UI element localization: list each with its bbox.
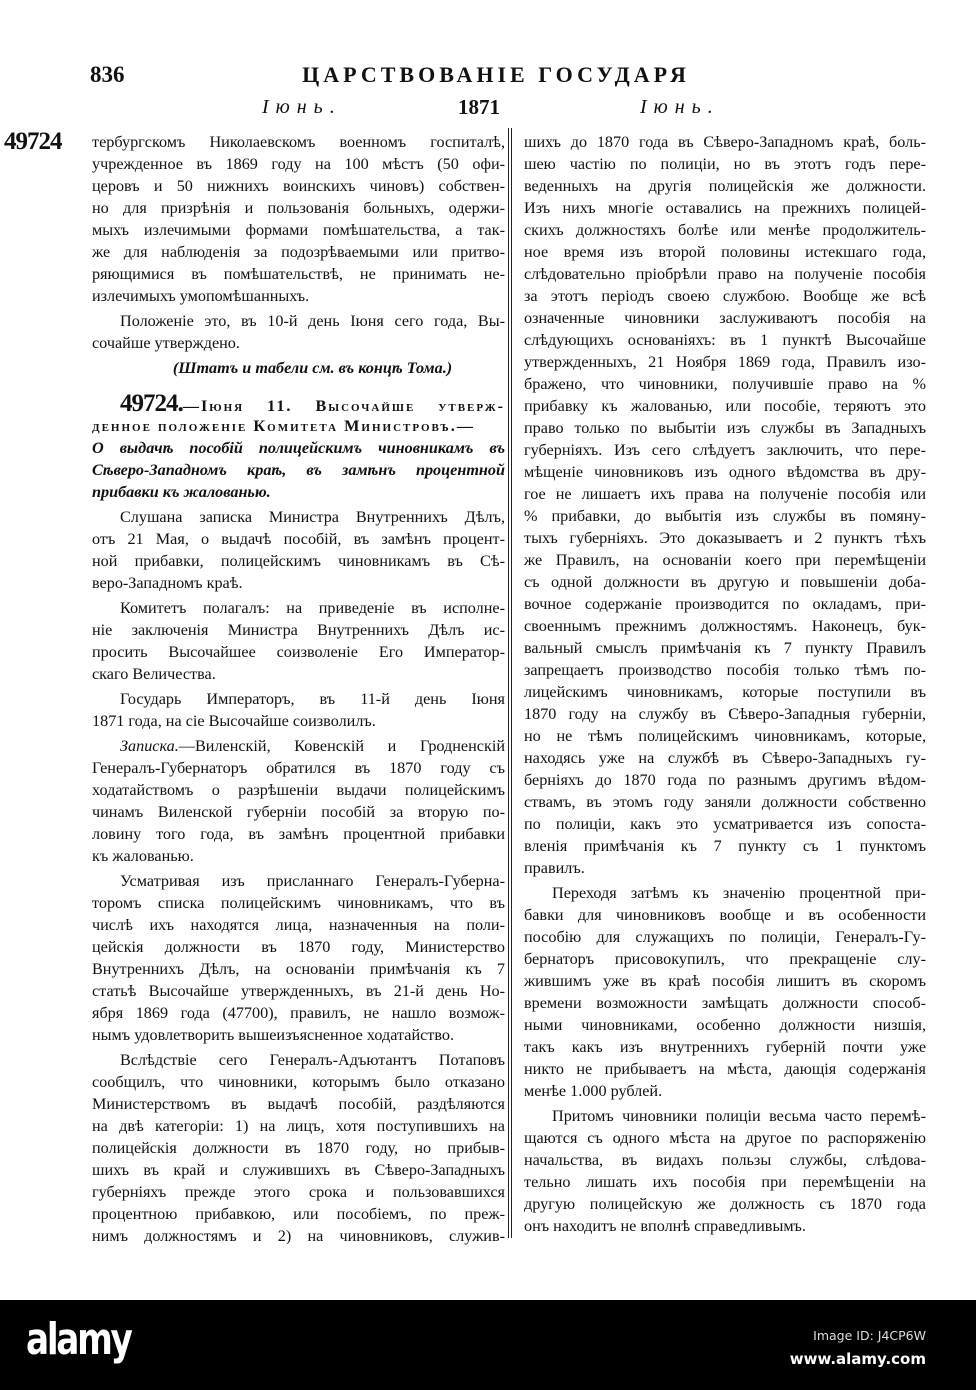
zapiska-paragraph: [92, 735, 505, 757]
text-line: ряющимися въ помѣшательствѣ, не принимать не-: [92, 265, 505, 283]
text-line: времени возможности замѣщать должности способ-: [524, 994, 926, 1012]
text-line: Переходя затѣмъ къ значенію процентной при-: [552, 884, 926, 902]
margin-article-number: 49724: [4, 128, 62, 155]
text-line: ными чиновниками, особенно должности низшія,: [524, 1016, 926, 1034]
text-line: тыхъ губерніяхъ. Это доказываетъ и 2 пунктъ тѣхъ: [524, 529, 926, 547]
text-line: прибавку къ жалованью, или пособіе, теряютъ это: [524, 397, 926, 415]
text-line: право только по выбытіи изъ службы въ Западныхъ: [524, 419, 926, 437]
text-line: ября 1869 года (47700), правилъ, не нашло возмож-: [92, 1004, 505, 1022]
text-line: шею частію по полиціи, но въ этотъ годъ пере-: [524, 155, 926, 173]
left-column: [92, 131, 505, 1250]
image-id: Image ID: J4CP6W: [813, 1328, 926, 1343]
text-line: прибавки къ жалованью.: [92, 483, 271, 501]
text-line: вочное содержаніе производится по окладамъ, при-: [524, 595, 926, 613]
text-line: излечимыхъ умопомѣшанныхъ.: [92, 287, 310, 305]
text-line: О выдачѣ пособій полицейскимъ чиновникамъ въ: [92, 439, 505, 457]
text-line: жившимъ уже въ краѣ пособія лишитъ въ скоромъ: [524, 972, 926, 990]
heading-title: [92, 415, 505, 437]
text-line: сочайше утверждено.: [92, 334, 240, 352]
text-line: церовъ и 50 нижнихъ воинскихъ чиновъ) собствен-: [92, 177, 505, 195]
running-title: ЦАРСТВОВАНІЕ ГОСУДАРЯ: [302, 62, 690, 87]
text-line: Вслѣдствіе сего Генералъ-Адъютантъ Потаповъ: [120, 1051, 505, 1069]
paragraph: [92, 688, 505, 732]
month-left: Іюнь.: [262, 96, 342, 118]
text-line: тельно лишать ихъ пособія при перемѣщеніи на: [524, 1173, 926, 1191]
text-line: Слушана записка Министра Внутреннихъ Дѣлъ,: [120, 508, 505, 526]
text-line: онъ находитъ не вполнѣ справедливымъ.: [524, 1217, 806, 1235]
text-line: никто не прибываетъ на мѣста, дающія содержанія: [524, 1060, 926, 1078]
text-line: нымъ удовлетворить вышеизъясненное ходатайство.: [92, 1026, 455, 1044]
text-line: такъ какъ изъ внутреннихъ губерній почти уже: [524, 1038, 926, 1056]
paragraph: [92, 506, 505, 594]
text-line: Комитетъ полагалъ: на приведеніе въ исполне-: [120, 599, 505, 617]
text-line: своеннымъ прежнимъ должностямъ. Наконецъ, бук-: [524, 617, 926, 635]
text-line: чинамъ Виленской губерніи пособій за вторую по-: [92, 803, 505, 821]
text-line: гое не лишаетъ ихъ права на полученіе пособія или: [524, 485, 926, 503]
text-line: слѣдовательно пріобрѣли право на полученіе пособія: [524, 265, 926, 283]
paragraph: [524, 1105, 926, 1237]
text-line: бернаторъ присовокупилъ, что прекращеніе слу-: [524, 950, 926, 968]
text-line: бавки для чиновниковъ вообще и въ особенности: [524, 906, 926, 924]
text-line: Государь Императоръ, въ 11-й день Іюня: [120, 690, 505, 708]
text-line: но не тѣмъ полицейскимъ чиновникамъ, которые,: [524, 727, 926, 745]
text-line: ной прибавки, полицейскимъ чиновникамъ въ Сѣ-: [92, 552, 505, 570]
paragraph: [92, 310, 505, 354]
text-line: находясь уже на службѣ въ Сѣверо-Западныхъ гу-: [524, 749, 926, 767]
text-line: статьѣ Высочайше утвержденныхъ, въ 21-й день Но-: [92, 982, 505, 1000]
text-line: ное время изъ второй половины истекшаго года,: [524, 243, 926, 261]
text-line: веденныхъ на другія полицейскія же должности.: [524, 177, 926, 195]
text-line: за этотъ періодъ своею службою. Вообще же всѣ: [524, 287, 926, 305]
text-line: скихъ должностяхъ болѣе или менѣе продолжитель-: [524, 221, 926, 239]
text-line: берніяхъ до 1870 года по разнымъ другимъ вѣдом-: [524, 771, 926, 789]
paragraph: [92, 870, 505, 1046]
text-line: другую полицейскую же должность съ 1870 года: [524, 1195, 926, 1213]
text-line: губерніяхъ. Изъ сего слѣдуетъ заключить, что пере-: [524, 441, 926, 459]
text-line: вленія примѣчанія къ 7 пункту съ 1 пунктомъ: [524, 837, 926, 855]
text-line: Внутреннихъ Дѣлъ, на основаніи примѣчанія къ 7: [92, 960, 505, 978]
text-line: [92, 735, 505, 757]
text-line: (Штатъ и табели см. въ концѣ Тома.): [172, 359, 453, 377]
paragraph: [92, 1049, 505, 1247]
text-line: вальный смыслъ примѣчанія къ 7 пункту Правилъ: [524, 639, 926, 657]
heading-subject: [92, 437, 505, 503]
text-line: на двѣ категоріи: 1) на лицъ, хотя поступившихъ на: [92, 1117, 505, 1135]
text-line: Сѣверо-Западномъ краѣ, въ замѣнъ процентной: [92, 461, 505, 479]
text-line: ходатайствомъ о разрѣшеніи выдачи полицейскимъ: [92, 781, 505, 799]
text-line: тербургскомъ Николаевскомъ военномъ госпиталѣ,: [92, 133, 505, 151]
text-line: торомъ списка полицейскимъ чиновникамъ, что въ: [92, 894, 505, 912]
text-line: Изъ нихъ многіе оставались на прежнихъ полицей-: [524, 199, 926, 217]
text-line: утвержденныхъ, 21 Ноября 1869 года, Правилъ изо-: [524, 353, 926, 371]
text-line: ствамъ, въ этомъ году заняли должности собственно: [524, 793, 926, 811]
text-line: полицейскія должности въ 1870 году, но прибыв-: [92, 1139, 505, 1157]
text-line: бражено, что чиновники, получившіе право на %: [524, 375, 926, 393]
article-heading: [92, 390, 505, 417]
text-line: щаются съ одного мѣста на другое по распоряженію: [524, 1129, 926, 1147]
page-number: 836: [90, 62, 125, 87]
alamy-logo: alamy: [26, 1314, 131, 1365]
paragraph: [92, 757, 505, 867]
text-line: веро-Западномъ краѣ.: [92, 574, 243, 592]
staff-note: [92, 357, 505, 379]
text-line: но для призрѣнія и пользованія больныхъ, одержи-: [92, 199, 505, 217]
text-line: запрещаетъ производство пособія только тѣмъ по-: [524, 661, 926, 679]
text-line: цейскія должности въ 1870 году, Министерство: [92, 938, 505, 956]
article-number: 49724.: [120, 390, 183, 417]
text-line: Притомъ чиновники полиціи весьма часто перемѣ-: [552, 1107, 926, 1125]
text-line: шихъ до 1870 года въ Сѣверо-Западномъ краѣ, боль-: [524, 133, 926, 151]
text-line: ніе заключенія Министра Внутреннихъ Дѣлъ ис-: [92, 621, 505, 639]
text-line: учрежденное въ 1869 году на 100 мѣстъ (50 офи-: [92, 155, 505, 173]
text-line: отъ 21 Мая, о выдачѣ пособій, въ замѣнъ процент-: [92, 530, 505, 548]
text-line: губерніяхъ прежде этого срока и пользовавшихся: [92, 1183, 505, 1201]
watermark-banner: [0, 1300, 976, 1390]
text-line: 1871 года, на сіе Высочайше соизволилъ.: [92, 712, 376, 730]
paragraph: [524, 131, 926, 879]
text-line: мѣщеніе чиновниковъ изъ одного вѣдомства въ дру-: [524, 463, 926, 481]
text-line: Усматривая изъ присланнаго Генералъ-Губерна-: [120, 872, 505, 890]
zapiska-label: Записка.: [120, 737, 179, 755]
text-line: Положеніе это, въ 10-й день Іюня сего года, Вы-: [120, 312, 505, 330]
heading-date: —Іюня 11. Высочайше утверж-: [182, 397, 505, 415]
text-line: менѣе 1.000 рублей.: [524, 1082, 663, 1100]
text-line: сообщилъ, что чиновники, которымъ было отказано: [92, 1073, 505, 1091]
text-line: по полиціи, какъ это усматривается изъ сопоста-: [524, 815, 926, 833]
text-line: пособію для служащихъ по полиціи, Генералъ-Гу-: [524, 928, 926, 946]
text-line: числѣ ихъ находятся лица, назначенныя на поли-: [92, 916, 505, 934]
text: —Виленскій, Ковенскій и Гродненскій: [178, 737, 505, 755]
text-line: же Правилъ, на основаніи коего при перемѣщеніи: [524, 551, 926, 569]
text-line: процентною прибавкою, или пособіемъ, по преж-: [92, 1205, 505, 1223]
heading-line: [92, 390, 505, 417]
text-line: начальства, въ видахъ пользы службы, слѣдова-: [524, 1151, 926, 1169]
text-line: Генералъ-Губернаторъ обратился въ 1870 году съ: [92, 759, 505, 777]
text-line: просить Высочайшее соизволеніе Его Император-: [92, 643, 505, 661]
text-line: шихъ въ край и служившихъ въ Сѣверо-Западныхъ: [92, 1161, 505, 1179]
text-line: слѣдующихъ основаніяхъ: въ 1 пунктѣ Высочайше: [524, 331, 926, 349]
text-line: правилъ.: [524, 859, 585, 877]
text-line: ловину того года, въ замѣнъ процентной прибавки: [92, 825, 505, 843]
text-line: 1870 году на службу въ Сѣверо-Западныя губерніи,: [524, 705, 926, 723]
paragraph: [524, 882, 926, 1102]
text-line: лицейскимъ чиновникамъ, которые поступили въ: [524, 683, 926, 701]
site-url: www.alamy.com: [789, 1350, 926, 1368]
text-line: мыхъ излечимыми формами помѣшательства, а так-: [92, 221, 505, 239]
text-line: Министерствомъ въ выдачѣ пособій, раздѣляются: [92, 1095, 505, 1113]
right-column: [524, 131, 926, 1240]
text-line: къ жалованью.: [92, 847, 194, 865]
paragraph: [92, 597, 505, 685]
text-line: съ одной должности въ другую и повышеніи доба-: [524, 573, 926, 591]
month-right: Іюнь.: [640, 96, 720, 118]
text-line: нимъ должностямъ и 2) на чиновниковъ, служив-: [92, 1227, 505, 1245]
text-line: скаго Величества.: [92, 665, 216, 683]
text-line: означенные чиновники заслуживаютъ пособія на: [524, 309, 926, 327]
text-line: денное положеніе Комитета Министровъ.—: [92, 417, 475, 435]
text-line: же для наблюденія за подозрѣваемыми или притво-: [92, 243, 505, 261]
year: 1871: [458, 95, 500, 119]
text-line: % прибавки, до выбытія изъ службы въ помяну-: [524, 507, 926, 525]
paragraph: [92, 131, 505, 307]
column-divider: [508, 128, 512, 1238]
